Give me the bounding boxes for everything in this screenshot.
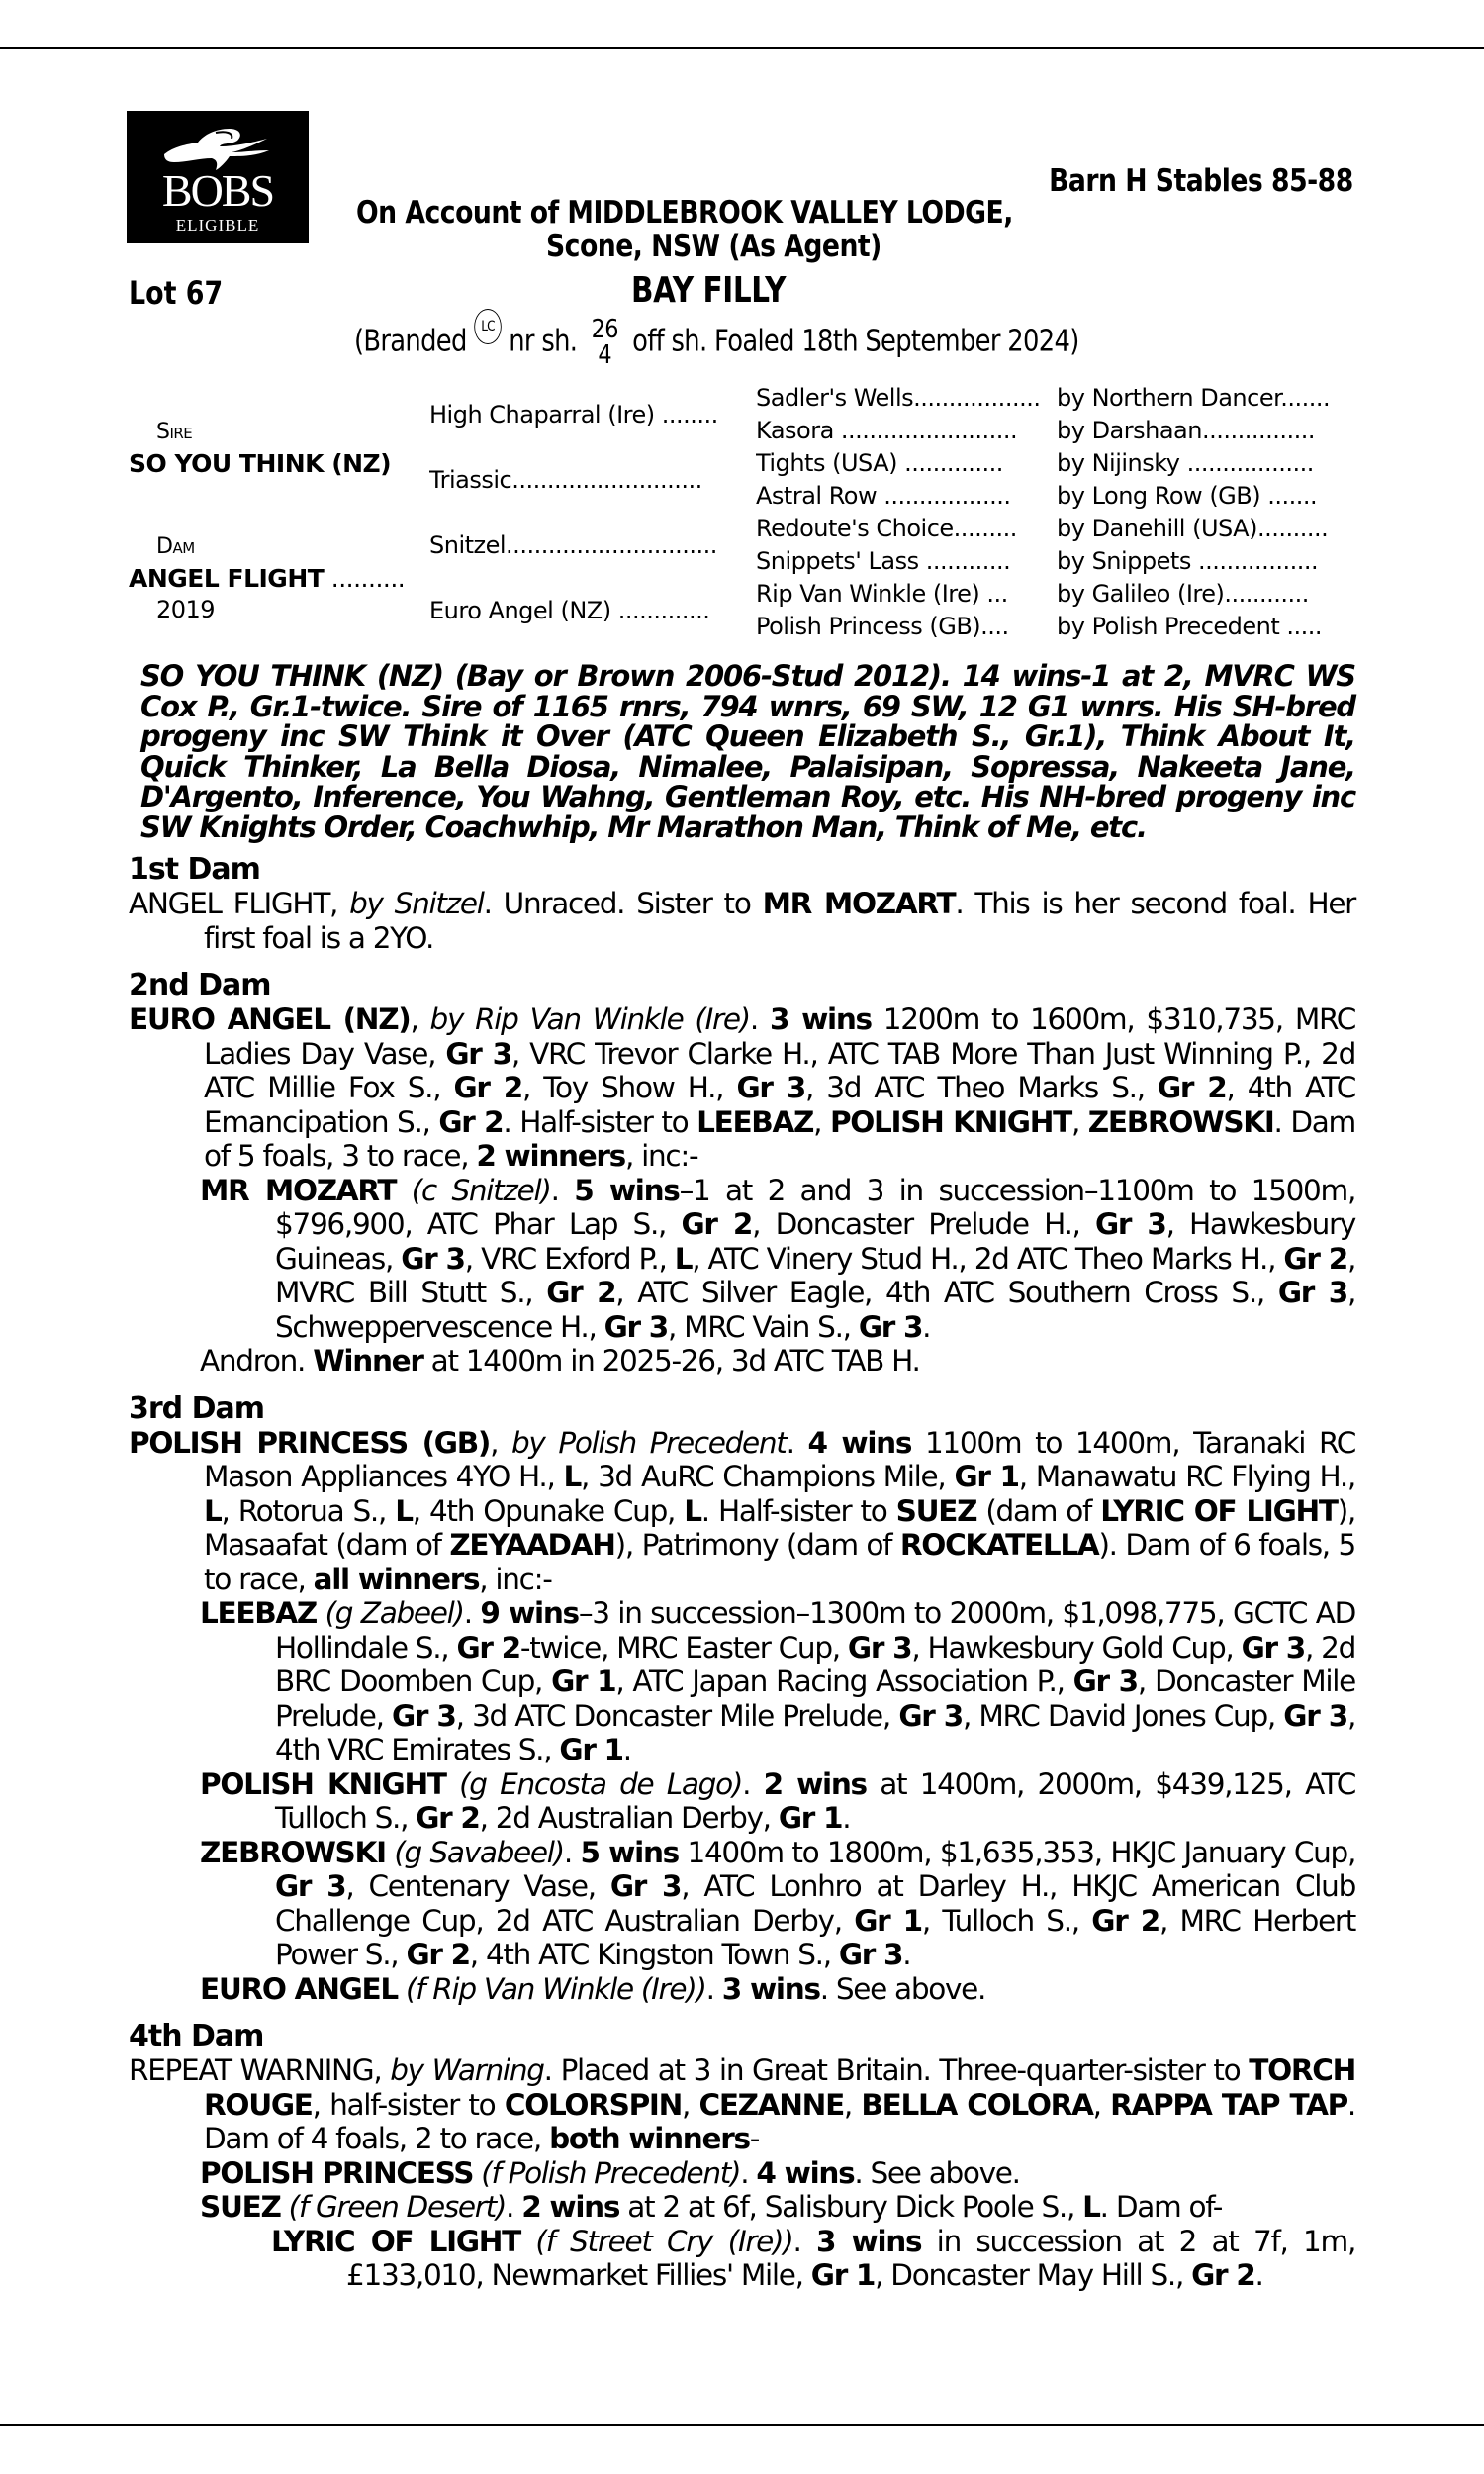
sire-label: Sire — [156, 420, 193, 444]
dam-section — [129, 853, 1355, 955]
top-rule — [0, 47, 1484, 49]
brand-fraction — [592, 317, 618, 368]
dam-label: Dam — [156, 534, 195, 559]
pedigree-gen4-5: by Danehill (USA).......... — [1057, 515, 1329, 542]
horse-title: BAY FILLY — [631, 270, 787, 311]
dam-section-heading: 3rd Dam — [129, 1390, 264, 1426]
pedigree-gen2-4: Euro Angel (NZ) ............. — [429, 597, 710, 624]
pedigree-gen3-1: Sadler's Wells.................. — [756, 384, 1041, 412]
pedigree-gen3-7: Rip Van Winkle (Ire) ... — [756, 580, 1008, 608]
vendor-line-2: Scone, NSW (As Agent) — [546, 229, 881, 264]
vendor-line-1: On Account of MIDDLEBROOK VALLEY LODGE, — [356, 195, 1013, 231]
pedigree-gen3-6: Snippets' Lass ............ — [756, 547, 1011, 575]
dam-entry: POLISH PRINCESS (GB), by Polish Precedent. 4 wins 1100m to 1400m, Taranaki RC Mason Appliances 4YO H., L, 3d AuRC Champions Mile, Gr 1, Manawatu RC Flying H., L, Rotorua S., L, 4th Opunake Cup, L. Half-sister to SUEZ (dam of LYRIC OF LIGHT), Masaafat (dam of ZEYAADAH), Patrimony (dam of ROCKATELLA). Dam of 6 foals, 5 to race, all winners, inc:- — [129, 1425, 1356, 1596]
dam-entry: EURO ANGEL (f Rip Van Winkle (Ire)). 3 wins. See above. — [200, 1971, 986, 2006]
dam-entry: MR MOZART (c Snitzel). 5 wins–1 at 2 and 3 in succession–1100m to 1500m, $796,900, ATC Phar Lap S., Gr 2, Doncaster Prelude H., Gr 3, Hawkesbury Guineas, Gr 3, VRC Exford P., L, ATC Vinery Stud H., 2d ATC Theo Marks H., Gr 2, MVRC Bill Stutt S., Gr 2, ATC Silver Eagle, 4th ATC Southern Cross S., Gr 3, Schweppervescence H., Gr 3, MRC Vain S., Gr 3. — [200, 1173, 1356, 1344]
pedigree-gen4-1: by Northern Dancer....... — [1057, 384, 1331, 412]
logo-text-eligible: ELIGIBLE — [175, 216, 260, 235]
pedigree-gen3-4: Astral Row .................. — [756, 482, 1011, 510]
dam-entry: SUEZ (f Green Desert). 2 wins at 2 at 6f, Salisbury Dick Poole S., L. Dam of- — [200, 2190, 1223, 2224]
dam-section — [129, 1392, 1355, 2007]
pedigree-gen4-7: by Galileo (Ire)............ — [1057, 580, 1309, 608]
dam-entry: LEEBAZ (g Zabeel). 9 wins–3 in succession–1300m to 2000m, $1,098,775, GCTC AD Hollindale S., Gr 2-twice, MRC Easter Cup, Gr 3, Hawkesbury Gold Cup, Gr 3, 2d BRC Doomben Cup, Gr 1, ATC Japan Racing Association P., Gr 3, Doncaster Mile Prelude, Gr 3, 3d ATC Doncaster Mile Prelude, Gr 3, MRC David Jones Cup, Gr 3, 4th VRC Emirates S., Gr 1. — [200, 1596, 1356, 1766]
dam-line-sections — [129, 853, 1355, 2307]
dam-name: ANGEL FLIGHT .......... — [129, 564, 406, 593]
bobs-eligible-logo — [127, 111, 309, 243]
dam-section — [129, 969, 1355, 1379]
sire-summary: SO YOU THINK (NZ) (Bay or Brown 2006-Stud 2012). 14 wins-1 at 2, MVRC WS Cox P., Gr.1-twice. Sire of 1165 rnrs, 794 wnrs, 69 SW, 12 G1 wnrs. His SH-bred progeny inc SW Think it Over (ATC Queen Elizabeth S., Gr.1), Think About It, Quick Thinker, La Bella Diosa, Nimalee, Palaisipan, Sopressa, Nakeeta Jane, D'Argento, Inference, You Wahng, Gentleman Roy, etc. His NH-bred progeny inc SW Knights Order, Coachwhip, Mr Marathon Man, Think of Me, etc. — [140, 659, 1355, 844]
pedigree-gen3-3: Tights (USA) .............. — [756, 449, 1003, 477]
dam-year: 2019 — [156, 596, 216, 623]
brand-denominator: 4 — [598, 340, 611, 370]
dam-section — [129, 2020, 1355, 2293]
pedigree-gen4-3: by Nijinsky .................. — [1057, 449, 1314, 477]
lot-number: Lot 67 — [129, 274, 224, 312]
branding-foaled-line — [354, 317, 1197, 368]
pedigree-gen3-8: Polish Princess (GB).... — [756, 613, 1009, 640]
pedigree-table — [129, 384, 1355, 645]
branded-label: (Branded — [354, 324, 467, 359]
pedigree-gen4-6: by Snippets ................. — [1057, 547, 1319, 575]
dam-section-heading: 4th Dam — [129, 2019, 264, 2053]
sire-name: SO YOU THINK (NZ) — [129, 449, 392, 478]
dam-entry: Andron. Winner at 1400m in 2025-26, 3d ATC TAB H. — [200, 1344, 920, 1378]
near-shoulder-label: nr sh. — [509, 324, 578, 359]
pedigree-gen3-5: Redoute's Choice......... — [756, 515, 1017, 542]
pedigree-gen2-1: High Chaparral (Ire) ........ — [429, 401, 718, 428]
foaled-date: off sh. Foaled 18th September 2024) — [632, 324, 1079, 359]
barn-location: Barn H Stables 85-88 — [1049, 163, 1353, 199]
dam-entry: POLISH PRINCESS (f Polish Precedent). 4 wins. See above. — [200, 2155, 1020, 2190]
dam-entry: POLISH KNIGHT (g Encosta de Lago). 2 wins at 1400m, 2000m, $439,125, ATC Tulloch S., Gr 2, 2d Australian Derby, Gr 1. — [200, 1766, 1356, 1835]
pedigree-gen3-2: Kasora ......................... — [756, 417, 1018, 444]
dam-section-heading: 1st Dam — [129, 852, 260, 887]
pedigree-gen2-3: Snitzel.............................. — [429, 531, 717, 559]
pedigree-gen4-8: by Polish Precedent ..... — [1057, 613, 1323, 640]
dam-entry: ANGEL FLIGHT, by Snitzel. Unraced. Sister to MR MOZART. This is her second foal. Her first foal is a 2YO. — [129, 887, 1356, 955]
bottom-rule — [0, 2424, 1484, 2426]
brand-mark-icon: LC — [474, 309, 502, 344]
dam-entry: EURO ANGEL (NZ), by Rip Van Winkle (Ire). 3 wins 1200m to 1600m, $310,735, MRC Ladies Day Vase, Gr 3, VRC Trevor Clarke H., ATC TAB More Than Just Winning P., 2d ATC Millie Fox S., Gr 2, Toy Show H., Gr 3, 3d ATC Theo Marks S., Gr 2, 4th ATC Emancipation S., Gr 2. Half-sister to LEEBAZ, POLISH KNIGHT, ZEBROWSKI. Dam of 5 foals, 3 to race, 2 winners, inc:- — [129, 1002, 1356, 1173]
pedigree-gen2-2: Triassic........................... — [429, 466, 702, 494]
logo-text-bobs: BOBS — [161, 165, 274, 216]
pedigree-gen4-4: by Long Row (GB) ....... — [1057, 482, 1318, 510]
dam-entry: LYRIC OF LIGHT (f Street Cry (Ire)). 3 wins in succession at 2 at 7f, 1m, £133,010, Newmarket Fillies' Mile, Gr 1, Doncaster May Hill S., Gr 2. — [271, 2224, 1356, 2292]
pedigree-gen4-2: by Darshaan................ — [1057, 417, 1316, 444]
brand-numerator: 26 — [591, 315, 618, 344]
dam-section-heading: 2nd Dam — [129, 968, 271, 1002]
dam-entry: REPEAT WARNING, by Warning. Placed at 3 in Great Britain. Three-quarter-sister to TORCH ROUGE, half-sister to COLORSPIN, CEZANNE, BELLA COLORA, RAPPA TAP TAP. Dam of 4 foals, 2 to race, both winners- — [129, 2053, 1356, 2155]
dam-entry: ZEBROWSKI (g Savabeel). 5 wins 1400m to 1800m, $1,635,353, HKJC January Cup, Gr 3, Centenary Vase, Gr 3, ATC Lonhro at Darley H., HKJC American Club Challenge Cup, 2d ATC Australian Derby, Gr 1, Tulloch S., Gr 2, MRC Herbert Power S., Gr 2, 4th ATC Kingston Town S., Gr 3. — [200, 1835, 1356, 1971]
